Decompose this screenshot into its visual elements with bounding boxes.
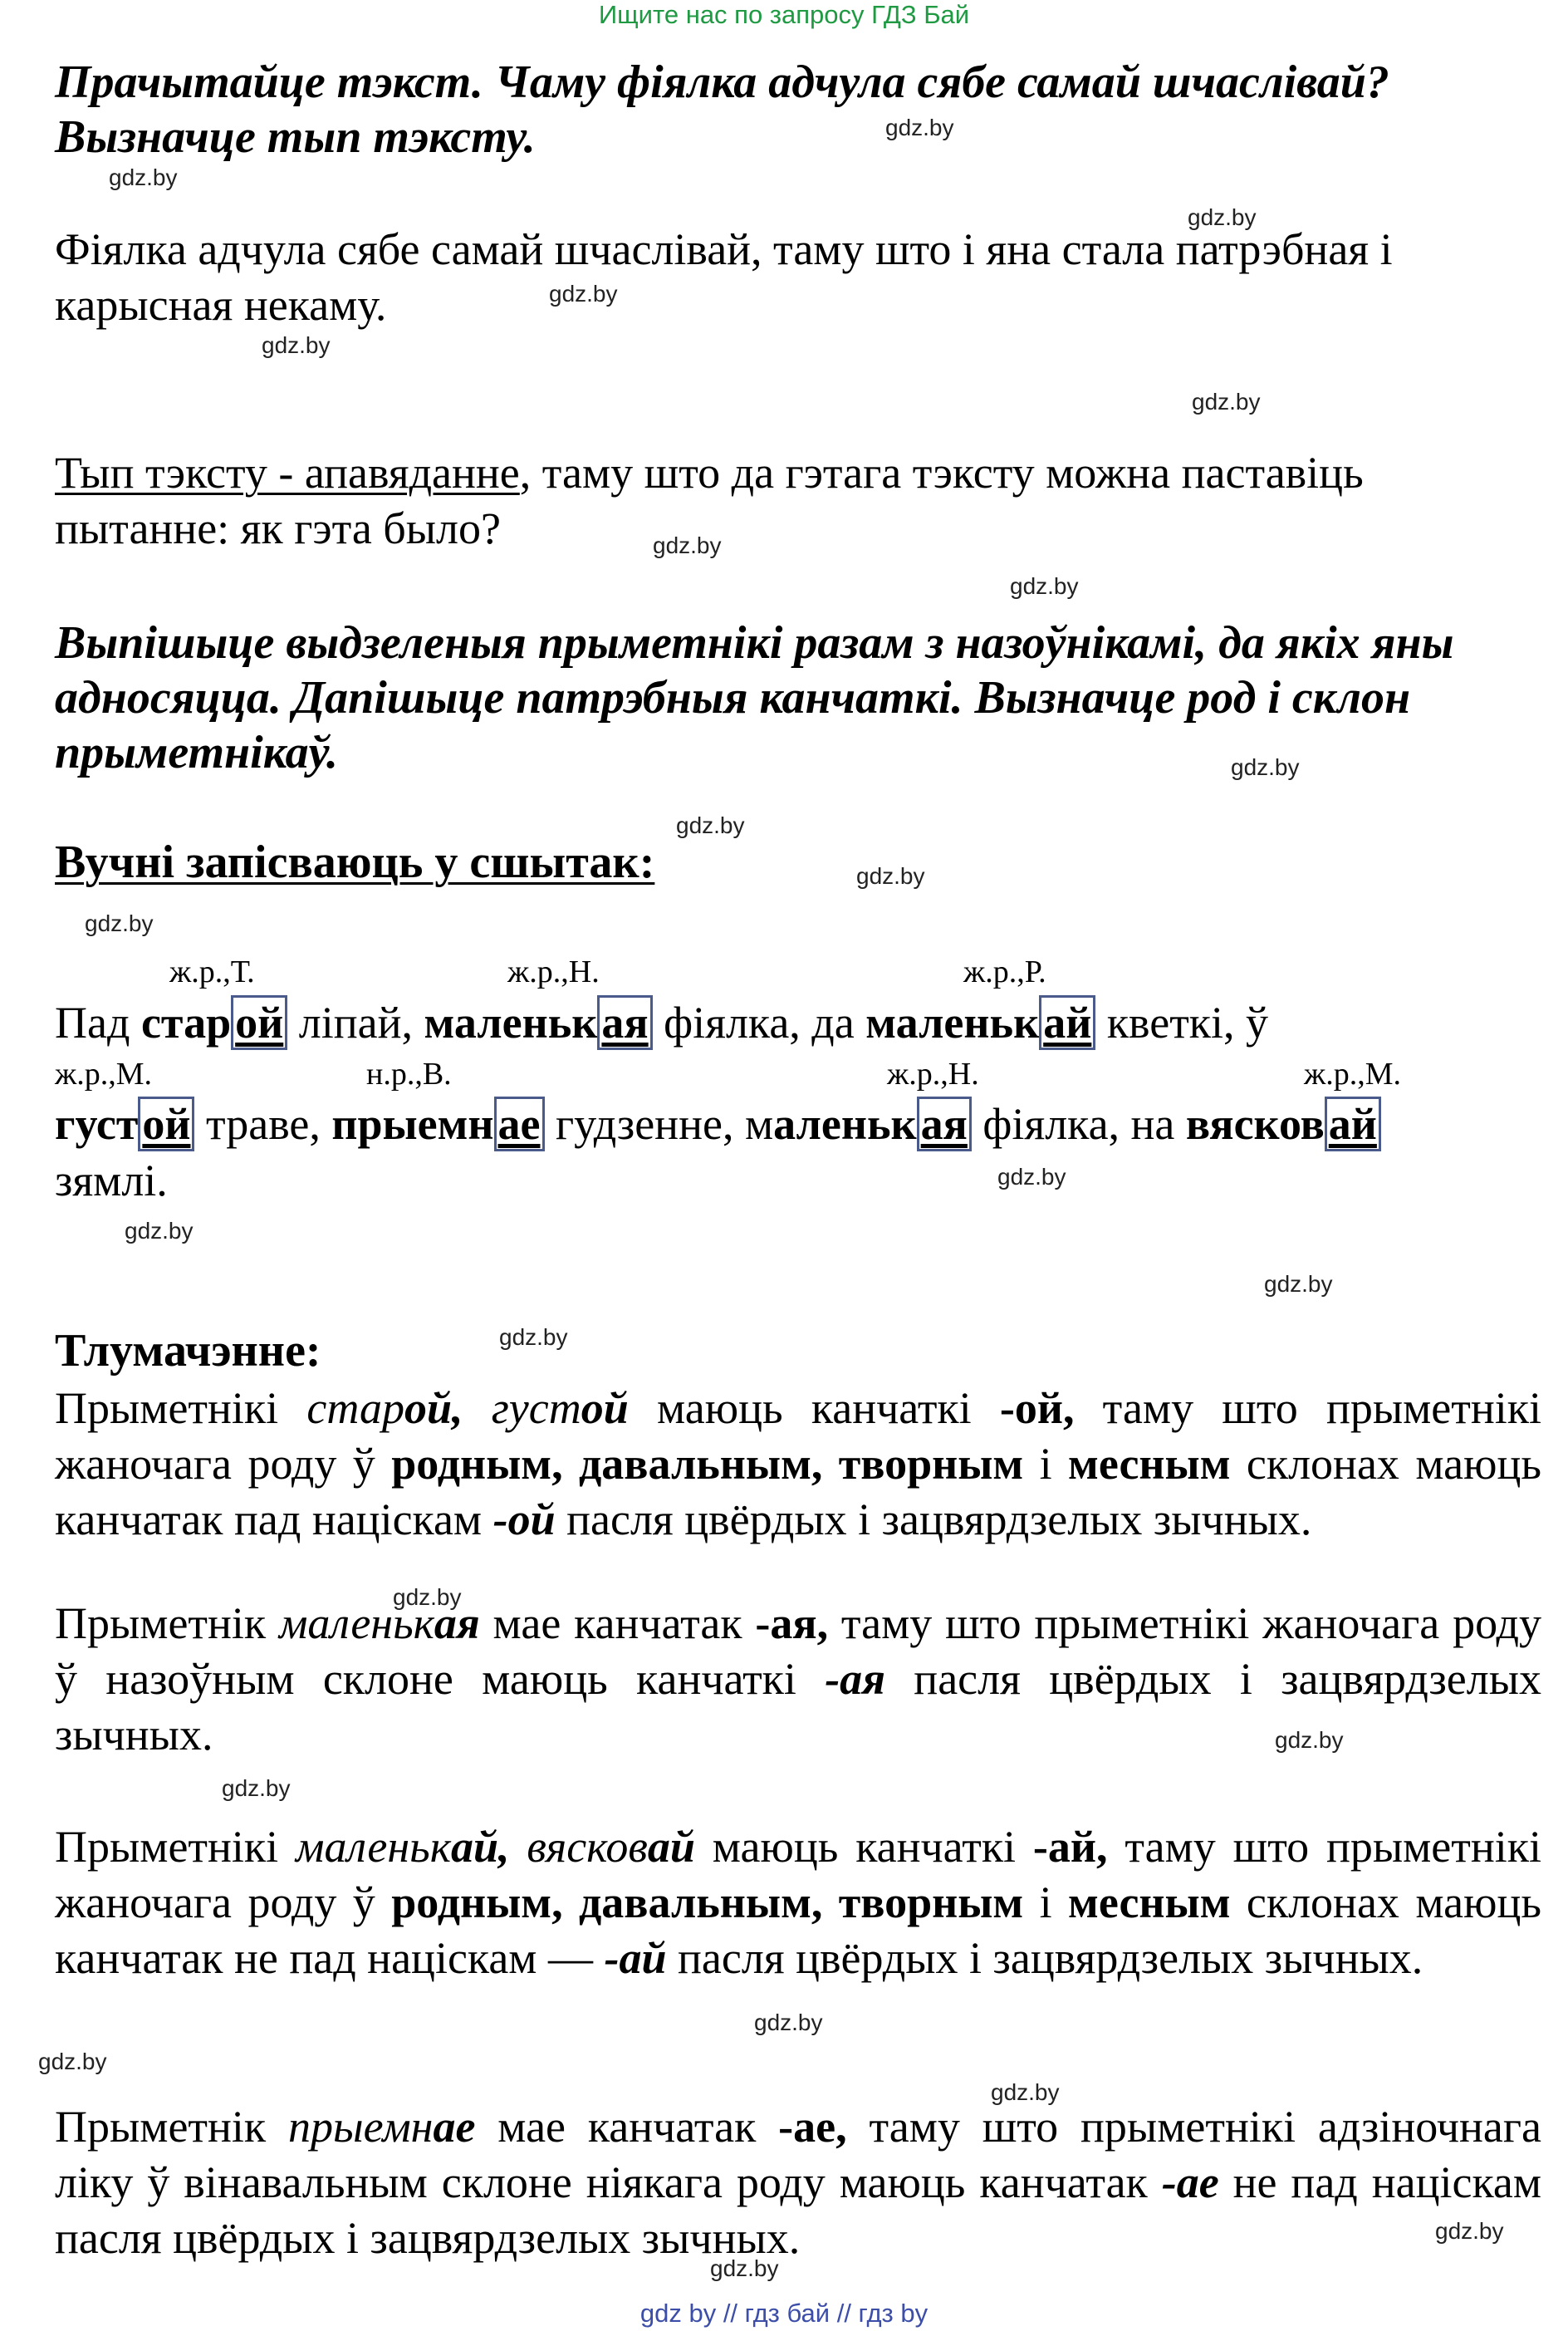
grammar-label: ж.р.,М. [1304, 1057, 1402, 1092]
ending-box: ае [494, 1097, 545, 1151]
grammar-label: ж.р.,Н. [887, 1057, 979, 1092]
watermark: gdz.by [710, 2255, 779, 2281]
watermark: gdz.by [222, 1775, 291, 1801]
watermark: gdz.by [125, 1218, 194, 1244]
task-1-line-1: Прачытайце тэкст. Чаму фіялка адчула сябе самай шчаслівай? [55, 56, 1389, 108]
explanation-paragraph-4: Прыметнік прыемнае мае канчатак -ае, таму што прыметнікі адзіночнага ліку ў вінавальным склоне ніякага роду маюць канчатак -ае не пад націскам пасля цвёрдых і зацвярдзелых зычных. [55, 2102, 1541, 2263]
watermark: gdz.by [549, 281, 618, 307]
ending-box: ой [231, 995, 287, 1050]
task-1-line-2: Вызначце тып тэксту. [55, 111, 536, 163]
notebook-line-2: густой траве, прыемнае гудзенне, маленькая фіялка, на вясковай [55, 1098, 1381, 1150]
watermark: gdz.by [1010, 573, 1079, 599]
watermark: gdz.by [754, 2010, 823, 2035]
watermark: gdz.by [997, 1164, 1066, 1190]
watermark: gdz.by [653, 532, 722, 558]
watermark: gdz.by [1435, 2218, 1504, 2244]
grammar-label: ж.р.,Н. [507, 954, 600, 989]
answer-2: Тып тэксту - апавяданне, таму што да гэтага тэксту можна паставіць пытанне: як гэта было? [55, 448, 1364, 553]
watermark: gdz.by [991, 2079, 1060, 2105]
grammar-label: н.р.,В. [366, 1057, 452, 1092]
watermark: gdz.by [38, 2049, 107, 2074]
notebook-line-1: Пад старой ліпай, маленькая фіялка, да маленькай кветкі, ў [55, 997, 1268, 1048]
watermark: gdz.by [676, 812, 745, 838]
watermark: gdz.by [1188, 204, 1257, 230]
notebook-line-3: зямлі. [55, 1156, 168, 1205]
explanation-heading: Тлумачэнне: [55, 1325, 321, 1377]
ending-box: ай [1325, 1097, 1381, 1151]
notebook-heading: Вучні запісваюць у сшытак: [55, 837, 655, 888]
grammar-label: ж.р.,М. [55, 1057, 153, 1092]
explanation-paragraph-1: Прыметнікі старой, густой маюць канчаткі -ой, таму што прыметнікі жаночага роду ў родным, давальным, творным і месным склонах маюць канчатак пад націскам -ой пасля цвёрдых і зацвярдзелых зычных. [55, 1383, 1541, 1544]
explanation-paragraph-3: Прыметнікі маленькай, вясковай маюць канчаткі -ай, таму што прыметнікі жаночага роду ў родным, давальным, творным і месным склонах маюць канчатак не пад націскам — -ай пасля цвёрдых і зацвярдзелых зычных. [55, 1822, 1542, 1983]
watermark: gdz.by [109, 164, 178, 190]
ending-box: ая [597, 995, 652, 1050]
bottom-banner: gdz by // гдз бай // гдз by [639, 2299, 929, 2328]
watermark: gdz.by [1264, 1271, 1333, 1297]
grammar-label: ж.р.,Т. [169, 954, 255, 989]
watermark: gdz.by [856, 863, 925, 889]
watermark: gdz.by [499, 1324, 568, 1350]
task-2: Выпішыце выдзеленыя прыметнікі разам з назоўнікамі, да якіх яны адносяцца. Дапішыце патрэбныя канчаткі. Вызначце род і склон прыметнікаў. [55, 617, 1454, 778]
ending-box: ая [917, 1097, 972, 1151]
task-1 [55, 55, 1541, 164]
text-type-label: Тып тэксту - апавяданне [55, 448, 520, 498]
watermark: gdz.by [85, 910, 154, 936]
watermark: gdz.by [393, 1584, 462, 1610]
answer-1: Фіялка адчула сябе самай шчаслівай, таму што і яна стала патрэбная і карысная некаму. [55, 224, 1393, 330]
watermark: gdz.by [1275, 1727, 1344, 1753]
watermark: gdz.by [885, 115, 954, 140]
grammar-label: ж.р.,Р. [963, 954, 1046, 989]
explanation-paragraph-2: Прыметнік маленькая мае канчатак -ая, таму што прыметнікі жаночага роду ў назоўным склоне маюць канчаткі -ая пасля цвёрдых і зацвярдзелых зычных. [55, 1598, 1541, 1759]
ending-box: ой [138, 1097, 194, 1151]
watermark: gdz.by [1192, 389, 1261, 415]
watermark: gdz.by [1231, 754, 1300, 780]
watermark: gdz.by [262, 332, 331, 358]
ending-box: ай [1039, 995, 1095, 1050]
top-banner: Ищите нас по запросу ГДЗ Бай [598, 0, 970, 29]
